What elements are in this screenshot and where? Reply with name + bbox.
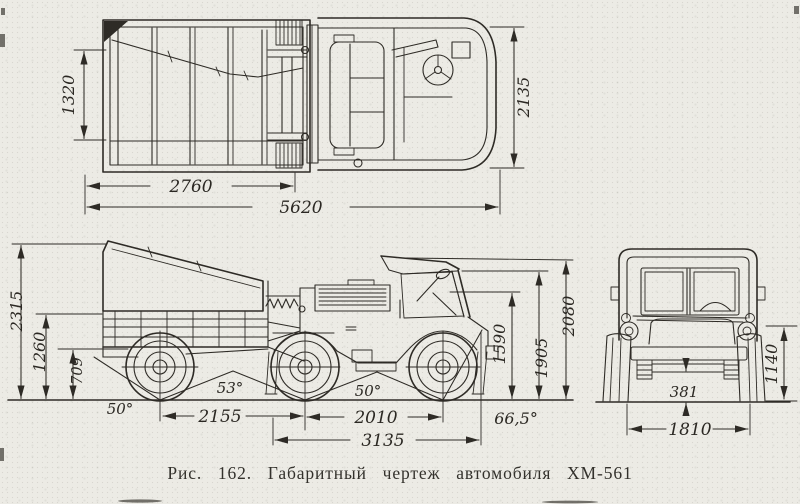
bumper (631, 347, 747, 360)
side-view (7, 241, 578, 451)
dim-floor-height: 709 (70, 357, 86, 385)
bench-seat (330, 35, 384, 155)
right-marker-lamp (757, 287, 765, 300)
hood (649, 319, 735, 344)
left-marker-lamp (611, 287, 619, 300)
top-view-trailer (103, 20, 310, 172)
dim-tractor-length: 3135 (361, 431, 405, 451)
dim-wheelbase: 2010 (354, 408, 398, 428)
top-view-dimensions (59, 27, 533, 218)
dim-rear-break-angle: 53° (216, 379, 244, 397)
dim-canopy-height: 1905 (532, 337, 551, 379)
figure-caption: Рис. 162. Габаритный чертеж автомобиля ХМ-561 (167, 463, 633, 483)
top-view-tractor (318, 18, 496, 170)
dim-headlight-height: 1140 (762, 343, 781, 385)
top-view (59, 18, 533, 218)
side-view-angle-lines (94, 330, 482, 400)
dim-board-height: 1260 (30, 331, 49, 373)
front-wheel (406, 331, 480, 422)
dashboard (452, 42, 470, 58)
dim-approach-angle: 66,5° (494, 409, 538, 428)
engine-louvers (315, 280, 390, 311)
front-view (596, 249, 797, 440)
dim-height-with-tarp: 2315 (7, 290, 26, 332)
dim-rear-axle-spacing: 2155 (198, 407, 242, 427)
dim-overall-width: 2135 (514, 76, 533, 118)
dim-cowl-height: 1590 (490, 323, 509, 365)
dim-ground-clearance: 381 (669, 383, 699, 401)
steering-column (417, 277, 439, 301)
steering-wheel-front (700, 303, 731, 312)
steering-wheel (423, 55, 453, 85)
dim-departure-angle: 50° (106, 400, 134, 418)
tarp-roll-edge (112, 40, 303, 77)
dim-front-break-angle: 50° (354, 382, 382, 400)
tarp-corner-shade (104, 21, 128, 42)
trailer-tarp (103, 241, 263, 311)
front-left-wheel (603, 334, 631, 401)
dim-track: 1810 (668, 420, 712, 440)
coupling-spring (266, 299, 298, 308)
front-view-body (603, 249, 765, 401)
dim-body-width: 1320 (59, 74, 78, 116)
dim-trailer-length: 2760 (169, 177, 213, 197)
dim-overall-length: 5620 (279, 198, 323, 218)
trailer-wheel (122, 331, 198, 421)
suspension (637, 360, 739, 379)
side-view-dimensions (7, 244, 578, 451)
folded-windshield (392, 40, 438, 57)
side-view-tractor (265, 256, 498, 430)
front-right-wheel (737, 334, 765, 401)
front-view-dimensions (627, 326, 797, 440)
dim-overall-height: 2080 (559, 295, 578, 337)
mid-wheel (270, 331, 340, 430)
